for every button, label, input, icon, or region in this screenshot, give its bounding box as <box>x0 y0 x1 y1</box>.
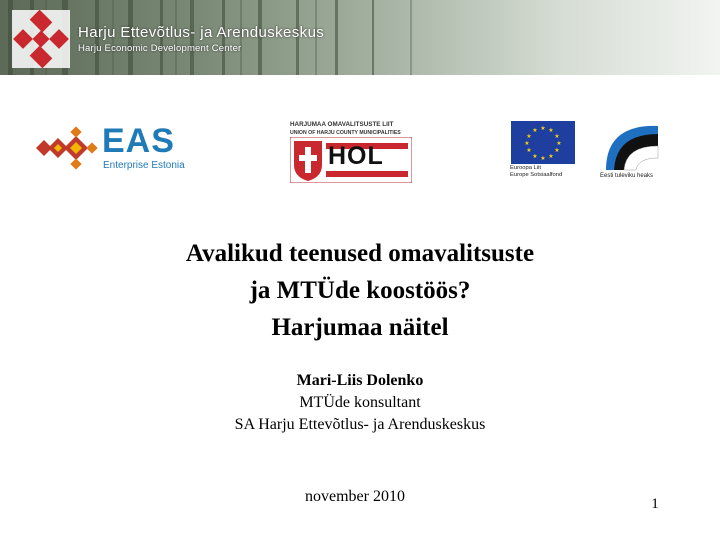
svg-text:★: ★ <box>532 153 538 160</box>
harju-cross-logo <box>12 10 70 68</box>
title-line-2: ja MTÜde koostöös? <box>249 277 471 304</box>
eas-logo-subtitle: Enterprise Estonia <box>103 160 185 171</box>
title-line-3: Harjumaa näitel <box>271 314 449 341</box>
eas-ornament-logo <box>36 126 98 170</box>
hol-logo-text: HOL <box>328 142 384 170</box>
svg-text:★: ★ <box>532 127 538 134</box>
eas-logo-text: EAS <box>102 122 175 160</box>
svg-text:★: ★ <box>554 147 560 154</box>
author-block <box>110 370 610 436</box>
author-name: Mari-Liis Dolenko <box>296 372 424 389</box>
estonia-logo-caption: Eesti tuleviku heaks <box>600 173 654 179</box>
page-number: 1 <box>651 496 659 512</box>
presentation-date: november 2010 <box>305 488 405 505</box>
header-subtitle: Harju Economic Development Center <box>78 43 242 54</box>
header-banner <box>0 0 720 75</box>
svg-text:★: ★ <box>556 140 562 147</box>
hol-logo-caption: HARJUMAA OMAVALITSUSTE LIIT UNION OF HARJU COUNTY MUNICIPALITIES <box>290 121 401 136</box>
title-line-1: Avalikud teenused omavalitsuste <box>185 240 535 267</box>
svg-text:★: ★ <box>526 133 532 140</box>
svg-text:★: ★ <box>540 125 546 132</box>
author-role: MTÜde konsultant <box>299 394 421 411</box>
slide-title <box>110 235 610 346</box>
svg-text:★: ★ <box>548 127 554 134</box>
svg-text:★: ★ <box>554 133 560 140</box>
estonia-future-logo <box>602 120 662 172</box>
svg-text:★: ★ <box>524 140 530 147</box>
svg-text:★: ★ <box>540 155 546 162</box>
eu-flag-logo <box>511 121 575 164</box>
eu-logo-caption: Euroopa Liit Europe Sotsiaalfond <box>510 165 563 178</box>
author-organization: SA Harju Ettevõtlus- ja Arenduskeskus <box>234 416 486 433</box>
svg-text:★: ★ <box>526 147 532 154</box>
header-title: Harju Ettevõtlus- ja Arenduskeskus <box>78 24 325 41</box>
svg-text:★: ★ <box>548 153 554 160</box>
